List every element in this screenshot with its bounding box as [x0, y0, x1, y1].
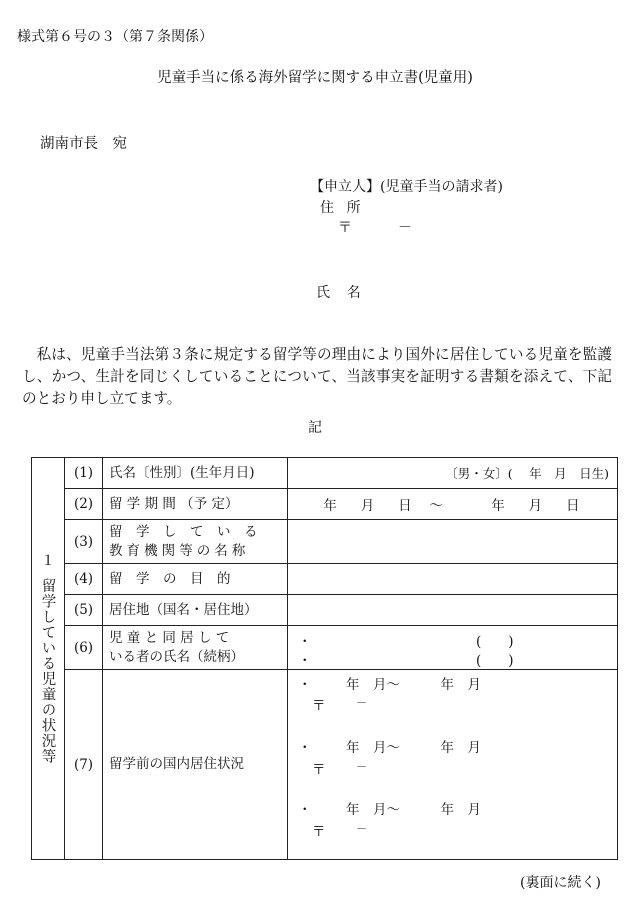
row-index: (3)	[65, 520, 103, 564]
residence-period: 年 月〜 年 月	[346, 802, 481, 818]
table-row	[32, 595, 618, 626]
section-label-cell	[32, 458, 65, 860]
study-purpose-field[interactable]	[288, 564, 618, 595]
table-row	[32, 670, 618, 860]
postal-mark: 〒	[338, 220, 352, 236]
bullet: ・	[298, 633, 312, 650]
row-index: (5)	[65, 595, 103, 626]
postal-code-field	[338, 217, 412, 237]
table-row	[32, 564, 618, 595]
postal-dash: －	[356, 696, 367, 709]
postal-mark: 〒	[312, 698, 326, 714]
document-title: 児童手当に係る海外留学に関する申立書(児童用)	[157, 70, 473, 86]
bullet: ・	[298, 740, 312, 756]
row-label: 留学前の国内居住状況	[103, 670, 288, 860]
table-row	[32, 520, 618, 564]
row-index: (2)	[65, 489, 103, 520]
name-gender-birth-field[interactable]: 〔男・女〕( 年 月 日生)	[288, 458, 618, 489]
section-label: 留学している児童の状況等	[39, 577, 56, 764]
study-period-field[interactable]: 年 月 日 〜 年 月 日	[288, 489, 618, 520]
section-number: １	[41, 552, 55, 569]
row-label: 居住地（国名・居住地）	[103, 595, 288, 626]
bullet: ・	[298, 677, 312, 693]
prior-residence-field[interactable]	[288, 670, 618, 860]
bullet: ・	[298, 802, 312, 818]
row-index: (4)	[65, 564, 103, 595]
relation-paren: ( )	[476, 652, 514, 669]
relation-paren: ( )	[476, 633, 514, 650]
postal-mark: 〒	[312, 762, 326, 778]
row-label: 留 学 期 間 （予 定）	[103, 489, 288, 520]
institution-name-field[interactable]	[288, 520, 618, 564]
table-row	[32, 626, 618, 670]
row-index: (1)	[65, 458, 103, 489]
row-label	[103, 626, 288, 670]
row-index: (7)	[65, 670, 103, 860]
row-label-line: いる者の氏名（続柄）	[109, 648, 244, 665]
row-label: 留 学 の 目 的	[103, 564, 288, 595]
statement-text: 私は、児童手当法第３条に規定する留学等の理由により国外に居住している児童を監護し、かつ、生計を同じくしていることについて、当該事実を証明する書類を添えて、下記のとおり申し立てます。	[22, 346, 612, 407]
cohabitant-line	[288, 629, 617, 648]
addressee: 湖南市長 宛	[40, 136, 127, 152]
postal-dash: －	[356, 760, 367, 773]
residence-period: 年 月〜 年 月	[346, 677, 481, 693]
row-label	[103, 520, 288, 564]
cohabitant-field[interactable]	[288, 626, 618, 670]
row-label-line: 留 学 し て い る	[109, 523, 258, 540]
table-row	[32, 489, 618, 520]
name-label: 氏名	[316, 285, 378, 301]
postal-mark: 〒	[312, 824, 326, 840]
residence-field[interactable]	[288, 595, 618, 626]
row-index: (6)	[65, 626, 103, 670]
row-label-line: 教育機関等の名称	[109, 542, 250, 559]
cohabitant-line	[288, 648, 617, 667]
continued-note: (裏面に続く)	[520, 875, 601, 891]
table-row	[32, 458, 618, 489]
ki-heading: 記	[308, 420, 322, 436]
child-status-table	[31, 457, 618, 860]
address-label: 住所	[320, 200, 374, 216]
form-number: 様式第６号の３（第７条関係）	[17, 29, 213, 45]
bullet: ・	[298, 652, 312, 669]
postal-dash: －	[356, 822, 367, 835]
row-label: 氏名〔性別〕(生年月日)	[103, 458, 288, 489]
applicant-heading: 【申立人】(児童手当の請求者)	[310, 179, 503, 195]
postal-dash: －	[398, 220, 412, 236]
residence-period: 年 月〜 年 月	[346, 740, 481, 756]
row-label-line: 児 童 と 同 居 し て	[109, 629, 230, 646]
